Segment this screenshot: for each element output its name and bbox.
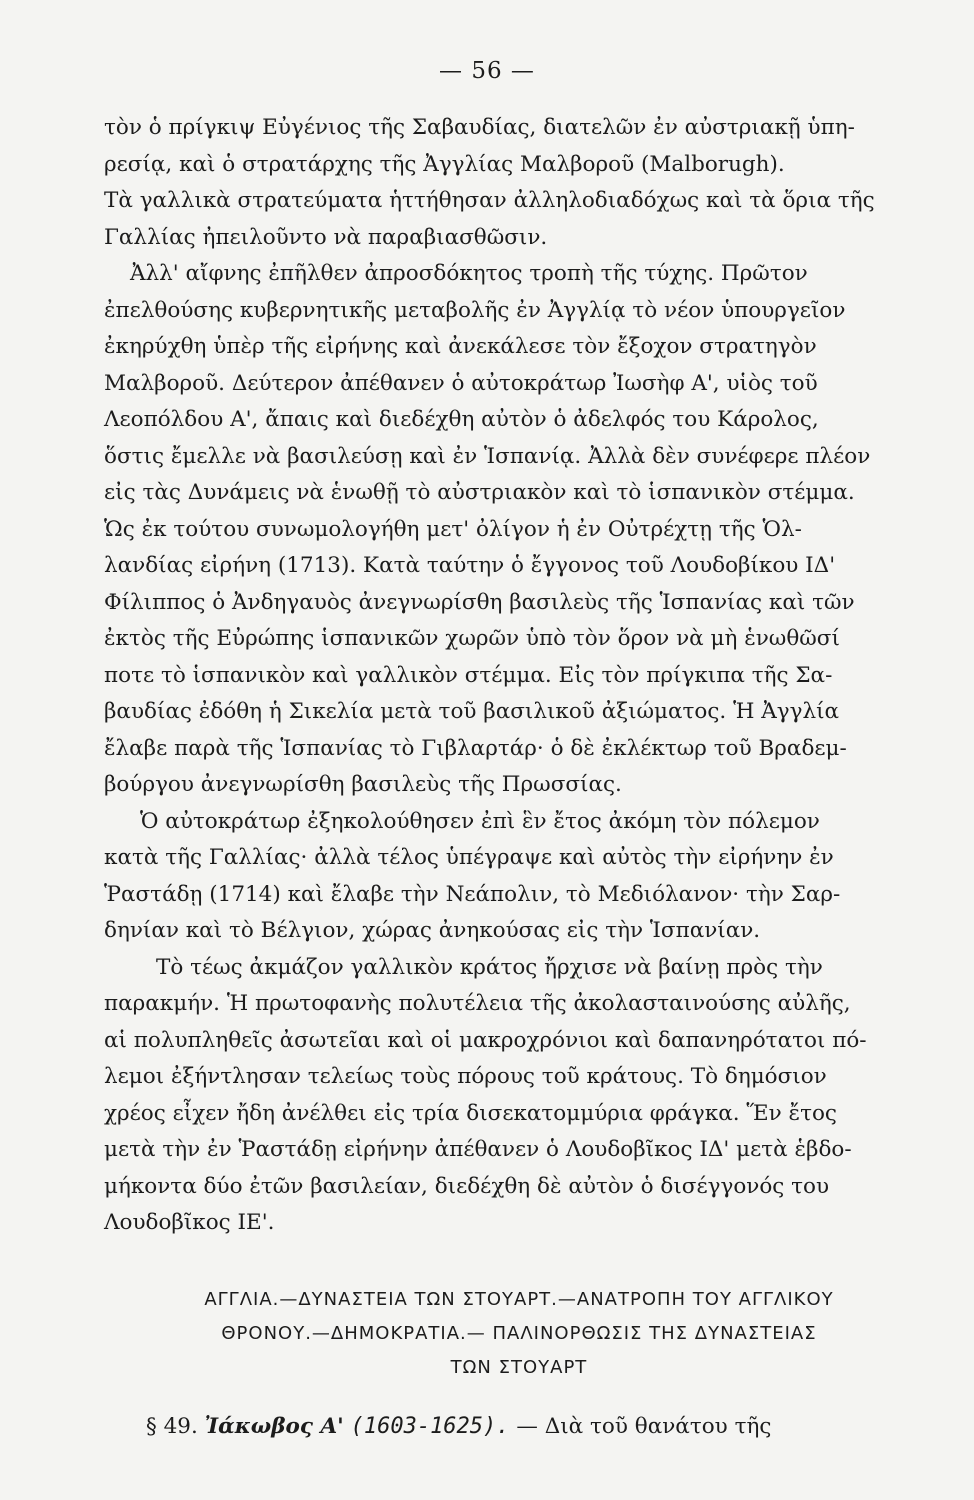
text-line: Τὰ γαλλικὰ στρατεύματα ἡττήθησαν ἀλληλοδιαδόχως καὶ τὰ ὅρια τῆς [104,188,875,213]
heading-line: ΤΩΝ ΣΤΟΥΑΡΤ [450,1357,588,1378]
text-line: εἰς τὰς Δυνάμεις νὰ ἑνωθῇ τὸ αὐστριακὸν καὶ τὸ ἱσπανικὸν στέμμα. [104,480,855,505]
text-line: ἐπελθούσης κυβερνητικῆς μεταβολῆς ἐν Ἀγγλίᾳ τὸ νέον ὑπουργεῖον [104,297,846,323]
heading-line: ΘΡΟΝΟΥ.—ΔΗΜΟΚΡΑΤΙΑ.— ΠΑΛΙΝΟΡΘΩΣΙΣ ΤΗΣ ΔΥΝΑΣΤΕΙΑΣ [221,1323,817,1344]
text-line: ἐκηρύχθη ὑπὲρ τῆς εἰρήνης καὶ ἀνεκάλεσε τὸν ἔξοχον στρατηγὸν [104,334,817,359]
text-line: αἱ πολυπληθεῖς ἀσωτεῖαι καὶ οἱ μακροχρόνιοι καὶ δαπανηρότατοι πό- [104,1027,867,1053]
text-line: λανδίας εἰρήνη (1713). Κατὰ ταύτην ὁ ἔγγονος τοῦ Λουδοβίκου ΙΔ' [104,553,836,578]
text-line: ὅστις ἔμελλε νὰ βασιλεύσῃ καὶ ἐν Ἱσπανίᾳ. Ἀλλὰ δὲν συνέφερε πλέον [104,443,871,469]
text-line: βαυδίας ἐδόθη ἡ Σικελία μετὰ τοῦ βασιλικοῦ ἀξιώματος. Ἡ Ἀγγλία [104,699,840,724]
text-line: μήκοντα δύο ἐτῶν βασιλείαν, διεδέχθη δὲ αὐτὸν ὁ δισέγγονός του [104,1173,830,1199]
page-number: — 56 — [439,58,535,84]
text-line: λεμοι ἐξήντλησαν τελείως τοὺς πόρους τοῦ κράτους. Τὸ δημόσιον [104,1064,827,1089]
text-line: ἔλαβε παρὰ τῆς Ἱσπανίας τὸ Γιβλαρτάρ· ὁ δὲ ἐκλέκτωρ τοῦ Βραδεμ- [104,735,847,761]
text-line: Γαλλίας ἠπειλοῦντο νὰ παραβιασθῶσιν. [104,224,548,250]
text-line: ρεσίᾳ, καὶ ὁ στρατάρχης τῆς Ἀγγλίας Μαλβορoῦ (Malborugh). [104,151,785,177]
text-line: Ὁ αὐτοκράτωρ ἐξηκολούθησεν ἐπὶ ἓν ἔτος ἀκόμη τὸν πόλεμον [140,808,820,834]
text-line: κατὰ τῆς Γαλλίας· ἀλλὰ τέλος ὑπέγραψε καὶ αὐτὸς τὴν εἰρήνην ἐν [104,845,834,870]
text-line: Λεοπόλδου Α', ἄπαις καὶ διεδέχθη αὐτὸν ὁ ἀδελφός του Κάρολος, [104,407,819,432]
text-line: Τὸ τέως ἀκμάζον γαλλικὸν κράτος ἤρχισε νὰ βαίνῃ πρὸς τὴν [156,954,823,980]
section-title: Ἰάκωβος Α' [204,1414,344,1439]
section-years: (1603-1625). [350,1414,510,1439]
body-text [104,110,934,1242]
text-line: ποτε τὸ ἱσπανικὸν καὶ γαλλικὸν στέμμα. Εἰς τὸν πρίγκιπα τῆς Σα- [104,662,833,688]
text-line: βούργου ἀνεγνωρίσθη βασιλεὺς τῆς Πρωσσίας. [104,772,622,797]
text-line: Ῥαστάδῃ (1714) καὶ ἔλαβε τὴν Νεάπολιν, τὸ Μεδιόλανον· τὴν Σαρ- [104,881,841,907]
text-line: Φίλιππος ὁ Ἀνδηγαυὸς ἀνεγνωρίσθη βασιλεὺς τῆς Ἱσπανίας καὶ τῶν [104,589,855,615]
section-start [104,1409,934,1445]
section-number: § 49. [146,1414,198,1439]
text-line: μετὰ τὴν ἐν Ῥαστάδῃ εἰρήνην ἀπέθανεν ὁ Λουδοβῖκος ΙΔ' μετὰ ἑβδο- [104,1137,852,1162]
section-text: — Διὰ τοῦ θανάτου τῆς [516,1414,772,1439]
text-line: Ὡς ἐκ τούτου συνωμολογήθη μετ' ὀλίγον ἡ ἐν Οὐτρέχτῃ τῆς Ὁλ- [104,516,802,542]
chapter-heading [104,1283,934,1385]
text-line: Μαλβορoῦ. Δεύτερον ἀπέθανεν ὁ αὐτοκράτωρ Ἰωσὴφ Α', υἱὸς τοῦ [104,370,818,396]
text-line: τὸν ὁ πρίγκιψ Εὐγένιος τῆς Σαβαυδίας, διατελῶν ἐν αὐστριακῇ ὑπη- [104,115,855,140]
text-line: παρακμήν. Ἡ πρωτοφανὴς πολυτέλεια τῆς ἀκολασταινούσης αὐλῆς, [104,991,851,1016]
text-line: Ἀλλ' αἴφνης ἐπῆλθεν ἀπροσδόκητος τροπὴ τῆς τύχης. Πρῶτον [130,261,808,286]
text-line: ἐκτὸς τῆς Εὐρώπης ἱσπανικῶν χωρῶν ὑπὸ τὸν ὅρον νὰ μὴ ἑνωθῶσί [104,626,840,651]
heading-line: ΑΓΓΛΙΑ.—ΔΥΝΑΣΤΕΙΑ ΤΩΝ ΣΤΟΥΑΡΤ.—ΑΝΑΤΡΟΠΗ ΤΟΥ ΑΓΓΛΙΚΟΥ [204,1289,834,1310]
text-line: Λουδοβῖκος ΙΕ'. [104,1210,275,1235]
text-line: χρέος εἶχεν ἤδη ἀνέλθει εἰς τρία δισεκατομμύρια φράγκα. Ἕν ἔτος [104,1100,837,1126]
text-line: δηνίαν καὶ τὸ Βέλγιον, χώρας ἀνηκούσας εἰς τὴν Ἱσπανίαν. [104,918,761,943]
